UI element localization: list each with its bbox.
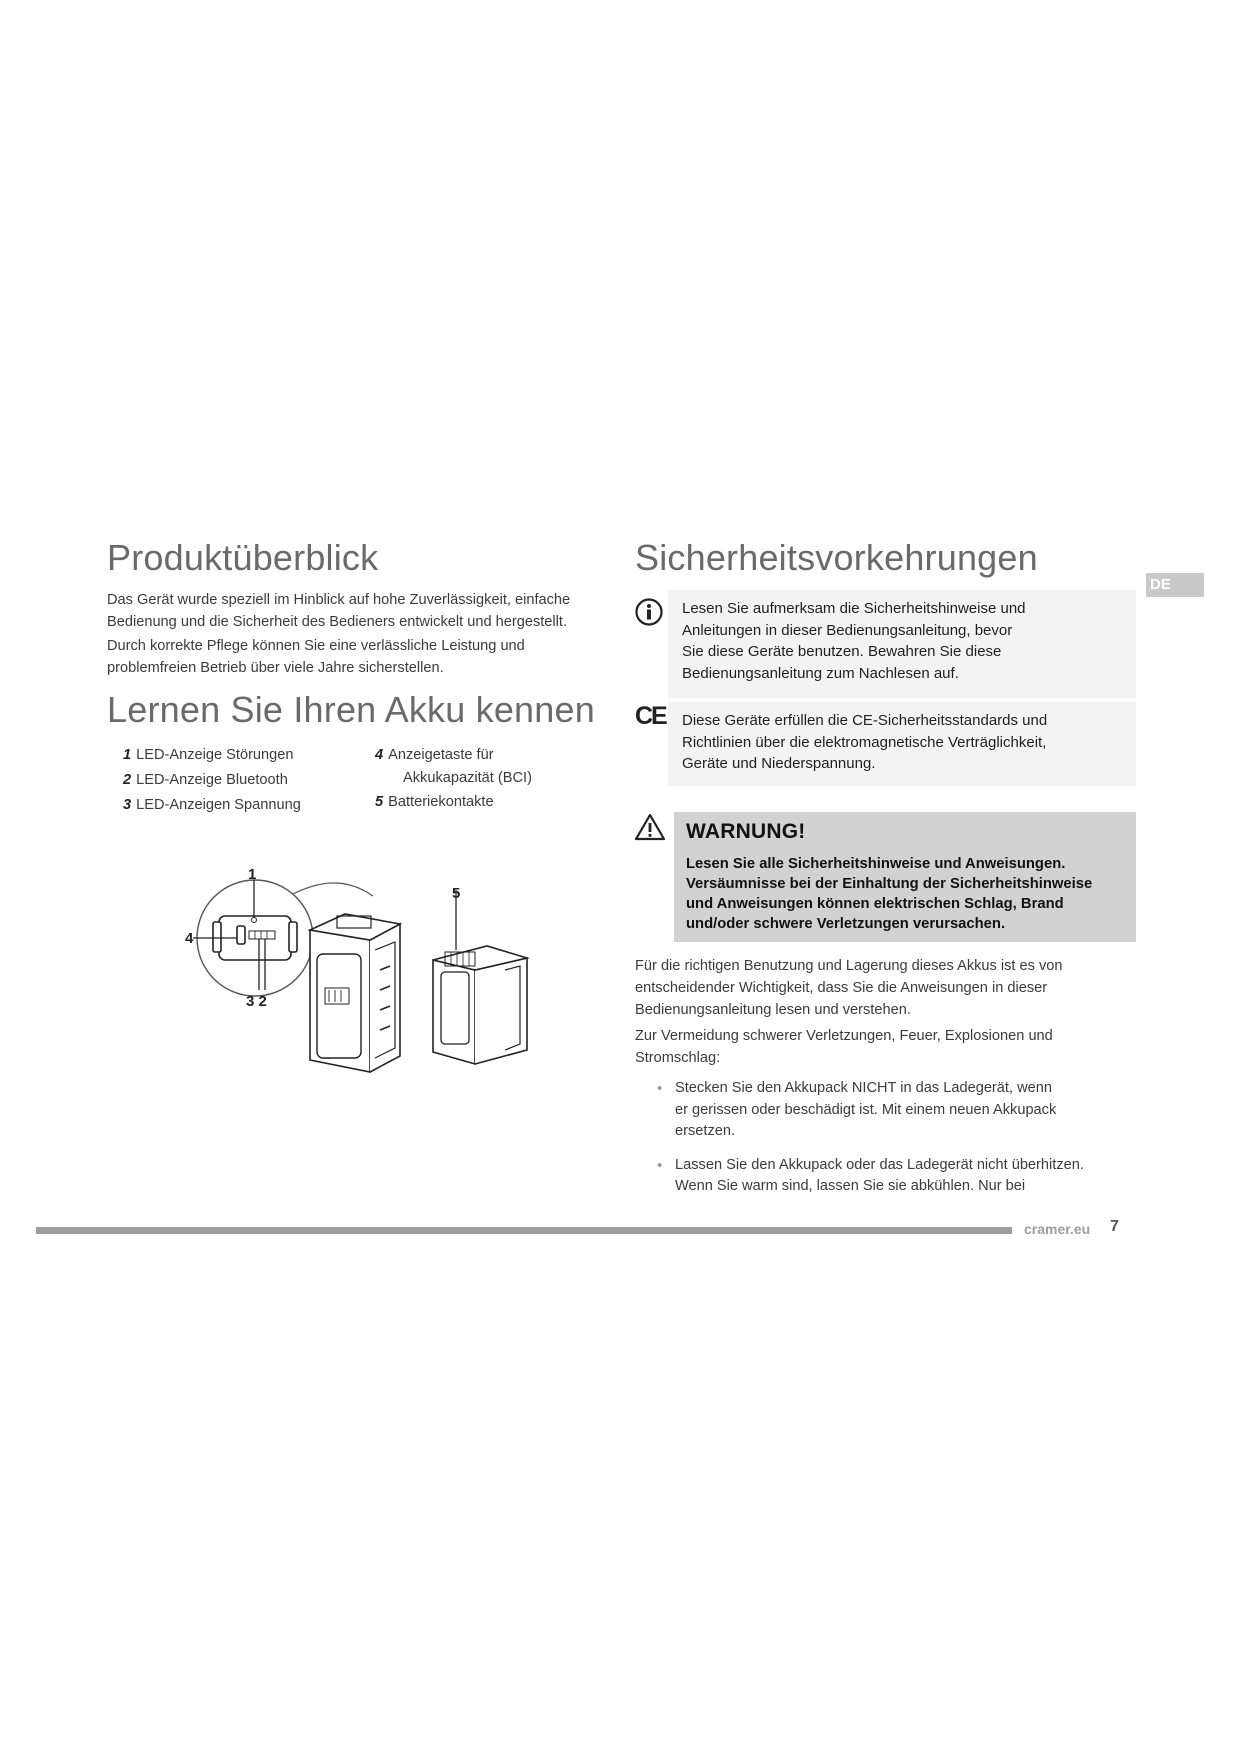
usage-line: Für die richtigen Benutzung und Lagerung dieses Akkus ist es von: [635, 958, 1063, 974]
warning-line: Versäumnisse bei der Einhaltung der Sicherheitshinweise: [686, 876, 1093, 892]
feature-label: Akkukapazität (BCI): [403, 770, 532, 786]
feature-num: 5: [375, 794, 384, 810]
warning-title: WARNUNG!: [686, 820, 806, 843]
feature-item: [123, 743, 301, 768]
ce-line: Diese Geräte erfüllen die CE-Sicherheitsstandards und: [682, 712, 1048, 729]
feature-list-right: [375, 743, 532, 815]
ce-mark-icon: CE: [635, 702, 666, 730]
ce-line: Geräte und Niederspannung.: [682, 755, 876, 772]
usage-line: entscheidender Wichtigkeit, dass Sie die Anweisungen in dieser: [635, 980, 1048, 996]
usage-text: [635, 955, 1135, 1069]
bullet-line: Wenn Sie warm sind, lassen Sie sie abkühlen. Nur bei: [675, 1178, 1026, 1194]
footer-bar: [36, 1227, 1012, 1234]
feature-label: LED-Anzeigen Spannung: [136, 797, 301, 813]
feature-num: 2: [123, 772, 132, 788]
warning-line: Lesen Sie alle Sicherheitshinweise und Anweisungen.: [686, 856, 1066, 872]
bullet-line: ersetzen.: [675, 1123, 736, 1139]
callout-4: 4: [185, 930, 194, 947]
info-line: Bedienungsanleitung zum Nachlesen auf.: [682, 664, 959, 682]
info-notice: [668, 590, 1136, 698]
callout-3-2: 3 2: [246, 993, 267, 1010]
bullet-line: • Lassen Sie den Akkupack oder das Ladegerät nicht überhitzen.: [675, 1156, 1084, 1173]
feature-num: 1: [123, 747, 132, 763]
info-line: Anleitungen in dieser Bedienungsanleitung, bevor: [682, 621, 1013, 639]
feature-item: [123, 793, 301, 818]
avoid-line: Stromschlag:: [635, 1050, 721, 1066]
bullet-item: [635, 1155, 1135, 1198]
feature-label: Batteriekontakte: [388, 794, 494, 810]
overview-line: Durch korrekte Pflege können Sie eine verlässliche Leistung und: [107, 638, 525, 654]
avoid-line: Zur Vermeidung schwerer Verletzungen, Feuer, Explosionen und: [635, 1028, 1053, 1044]
ce-line: Richtlinien über die elektromagnetische Verträglichkeit,: [682, 733, 1047, 751]
info-icon: [634, 597, 664, 627]
feature-item: [375, 743, 532, 767]
language-tab: DE: [1146, 573, 1204, 597]
feature-label: LED-Anzeige Bluetooth: [136, 772, 288, 788]
warning-line: und Anweisungen können elektrischen Schlag, Brand: [686, 896, 1064, 912]
bullet-line: • Stecken Sie den Akkupack NICHT in das Ladegerät, wenn: [675, 1080, 1052, 1096]
footer-site: cramer.eu: [1024, 1221, 1091, 1237]
feature-item-continued: [375, 767, 532, 789]
overview-line: Das Gerät wurde speziell im Hinblick auf hohe Zuverlässigkeit, einfache: [107, 592, 571, 608]
info-line: Sie diese Geräte benutzen. Bewahren Sie diese: [682, 643, 1002, 660]
feature-list-left: [123, 743, 301, 818]
overview-title: Produktüberblick: [107, 537, 379, 578]
usage-line: Bedienungsanleitung lesen und verstehen.: [635, 1002, 911, 1018]
warning-triangle-icon: [633, 812, 667, 842]
feature-num: 3: [123, 797, 132, 813]
overview-text: [107, 589, 627, 679]
safety-bullets: [635, 1078, 1135, 1210]
feature-item: [375, 789, 532, 815]
feature-label: LED-Anzeige Störungen: [136, 747, 294, 763]
battery-title: Lernen Sie Ihren Akku kennen: [107, 689, 595, 730]
bullet-line: er gerissen oder beschädigt ist. Mit einem neuen Akkupack: [675, 1101, 1057, 1118]
warning-box: [674, 812, 1136, 942]
ce-notice: [668, 702, 1136, 786]
feature-num: 4: [375, 747, 384, 763]
overview-line: Bedienung und die Sicherheit des Bedieners entwickelt und hergestellt.: [107, 614, 568, 630]
overview-line: problemfreien Betrieb über viele Jahre sicherstellen.: [107, 660, 444, 676]
page-number: 7: [1110, 1218, 1119, 1235]
battery-illustration: [175, 860, 555, 1080]
bullet-item: [635, 1078, 1135, 1143]
feature-label: Anzeigetaste für: [388, 747, 494, 763]
feature-item: [123, 768, 301, 793]
safety-title: Sicherheitsvorkehrungen: [635, 537, 1038, 578]
warning-line: und/oder schwere Verletzungen verursachen.: [686, 916, 1006, 932]
callout-1: 1: [248, 866, 257, 883]
callout-5: 5: [452, 885, 461, 902]
info-line: Lesen Sie aufmerksam die Sicherheitshinweise und: [682, 600, 1026, 617]
